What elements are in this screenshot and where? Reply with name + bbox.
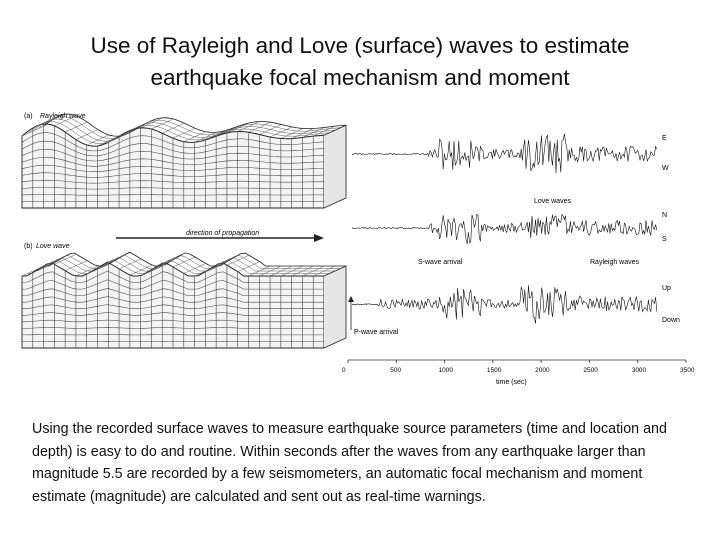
title-line-1: Use of Rayleigh and Love (surface) waves to estimate bbox=[90, 33, 630, 58]
panel-a-tag: (a) bbox=[24, 113, 33, 120]
time-axis-tick: 2000 bbox=[535, 367, 550, 374]
time-axis-tick: 1500 bbox=[486, 367, 502, 374]
time-axis-tick: 500 bbox=[390, 367, 402, 374]
trace-label-down: Down bbox=[662, 317, 680, 324]
s-wave-annotation: S-wave arrival bbox=[418, 259, 463, 266]
time-axis-label: time (sec) bbox=[496, 379, 527, 386]
love-mesh bbox=[22, 252, 346, 348]
time-axis bbox=[342, 360, 695, 386]
seismogram-trace bbox=[352, 214, 657, 244]
p-wave-annotation: P-wave arrival bbox=[354, 329, 399, 336]
seismogram-trace bbox=[352, 134, 657, 173]
seismic-figure bbox=[18, 104, 704, 392]
propagation-label: direction of propagation bbox=[186, 230, 260, 237]
seismogram-chart bbox=[342, 134, 695, 386]
love-wave-diagram bbox=[22, 243, 346, 348]
seismogram-trace bbox=[352, 285, 657, 323]
time-axis-tick: 1000 bbox=[438, 367, 454, 374]
time-axis-tick: 3000 bbox=[631, 367, 647, 374]
trace-label-e: E bbox=[662, 135, 667, 142]
time-axis-tick: 0 bbox=[342, 367, 346, 374]
slide-body-text: Using the recorded surface waves to measure earthquake source parameters (time and location and depth) is easy to do and routine. Within seconds after the waves from any earthquake larger than magnitude 5.5 are recorded by a few seismometers, an automatic focal mechanism and moment estimate (magnitude) are calculated and sent out as real-time warnings. bbox=[32, 421, 667, 505]
rayleigh-wave-diagram bbox=[22, 113, 346, 208]
rayleigh-mesh bbox=[22, 114, 346, 208]
trace-label-w: W bbox=[662, 165, 669, 172]
title-line-2: earthquake focal mechanism and moment bbox=[150, 65, 570, 90]
rayleigh-wave-label: Rayleigh wave bbox=[40, 113, 86, 120]
love-wave-label: Love wave bbox=[36, 243, 70, 250]
propagation-arrow bbox=[116, 230, 324, 242]
trace-label-up: Up bbox=[662, 285, 671, 292]
slide-title bbox=[20, 30, 700, 94]
trace-label-s: S bbox=[662, 236, 667, 243]
seismogram-traces bbox=[352, 134, 657, 324]
time-axis-tick: 2500 bbox=[583, 367, 598, 374]
time-axis-tick: 3500 bbox=[680, 367, 695, 374]
trace-label-n: N bbox=[662, 212, 668, 219]
love-waves-annotation: Love waves bbox=[534, 198, 571, 205]
panel-b-tag: (b) bbox=[24, 243, 33, 250]
rayleigh-waves-annotation: Rayleigh waves bbox=[590, 259, 640, 266]
